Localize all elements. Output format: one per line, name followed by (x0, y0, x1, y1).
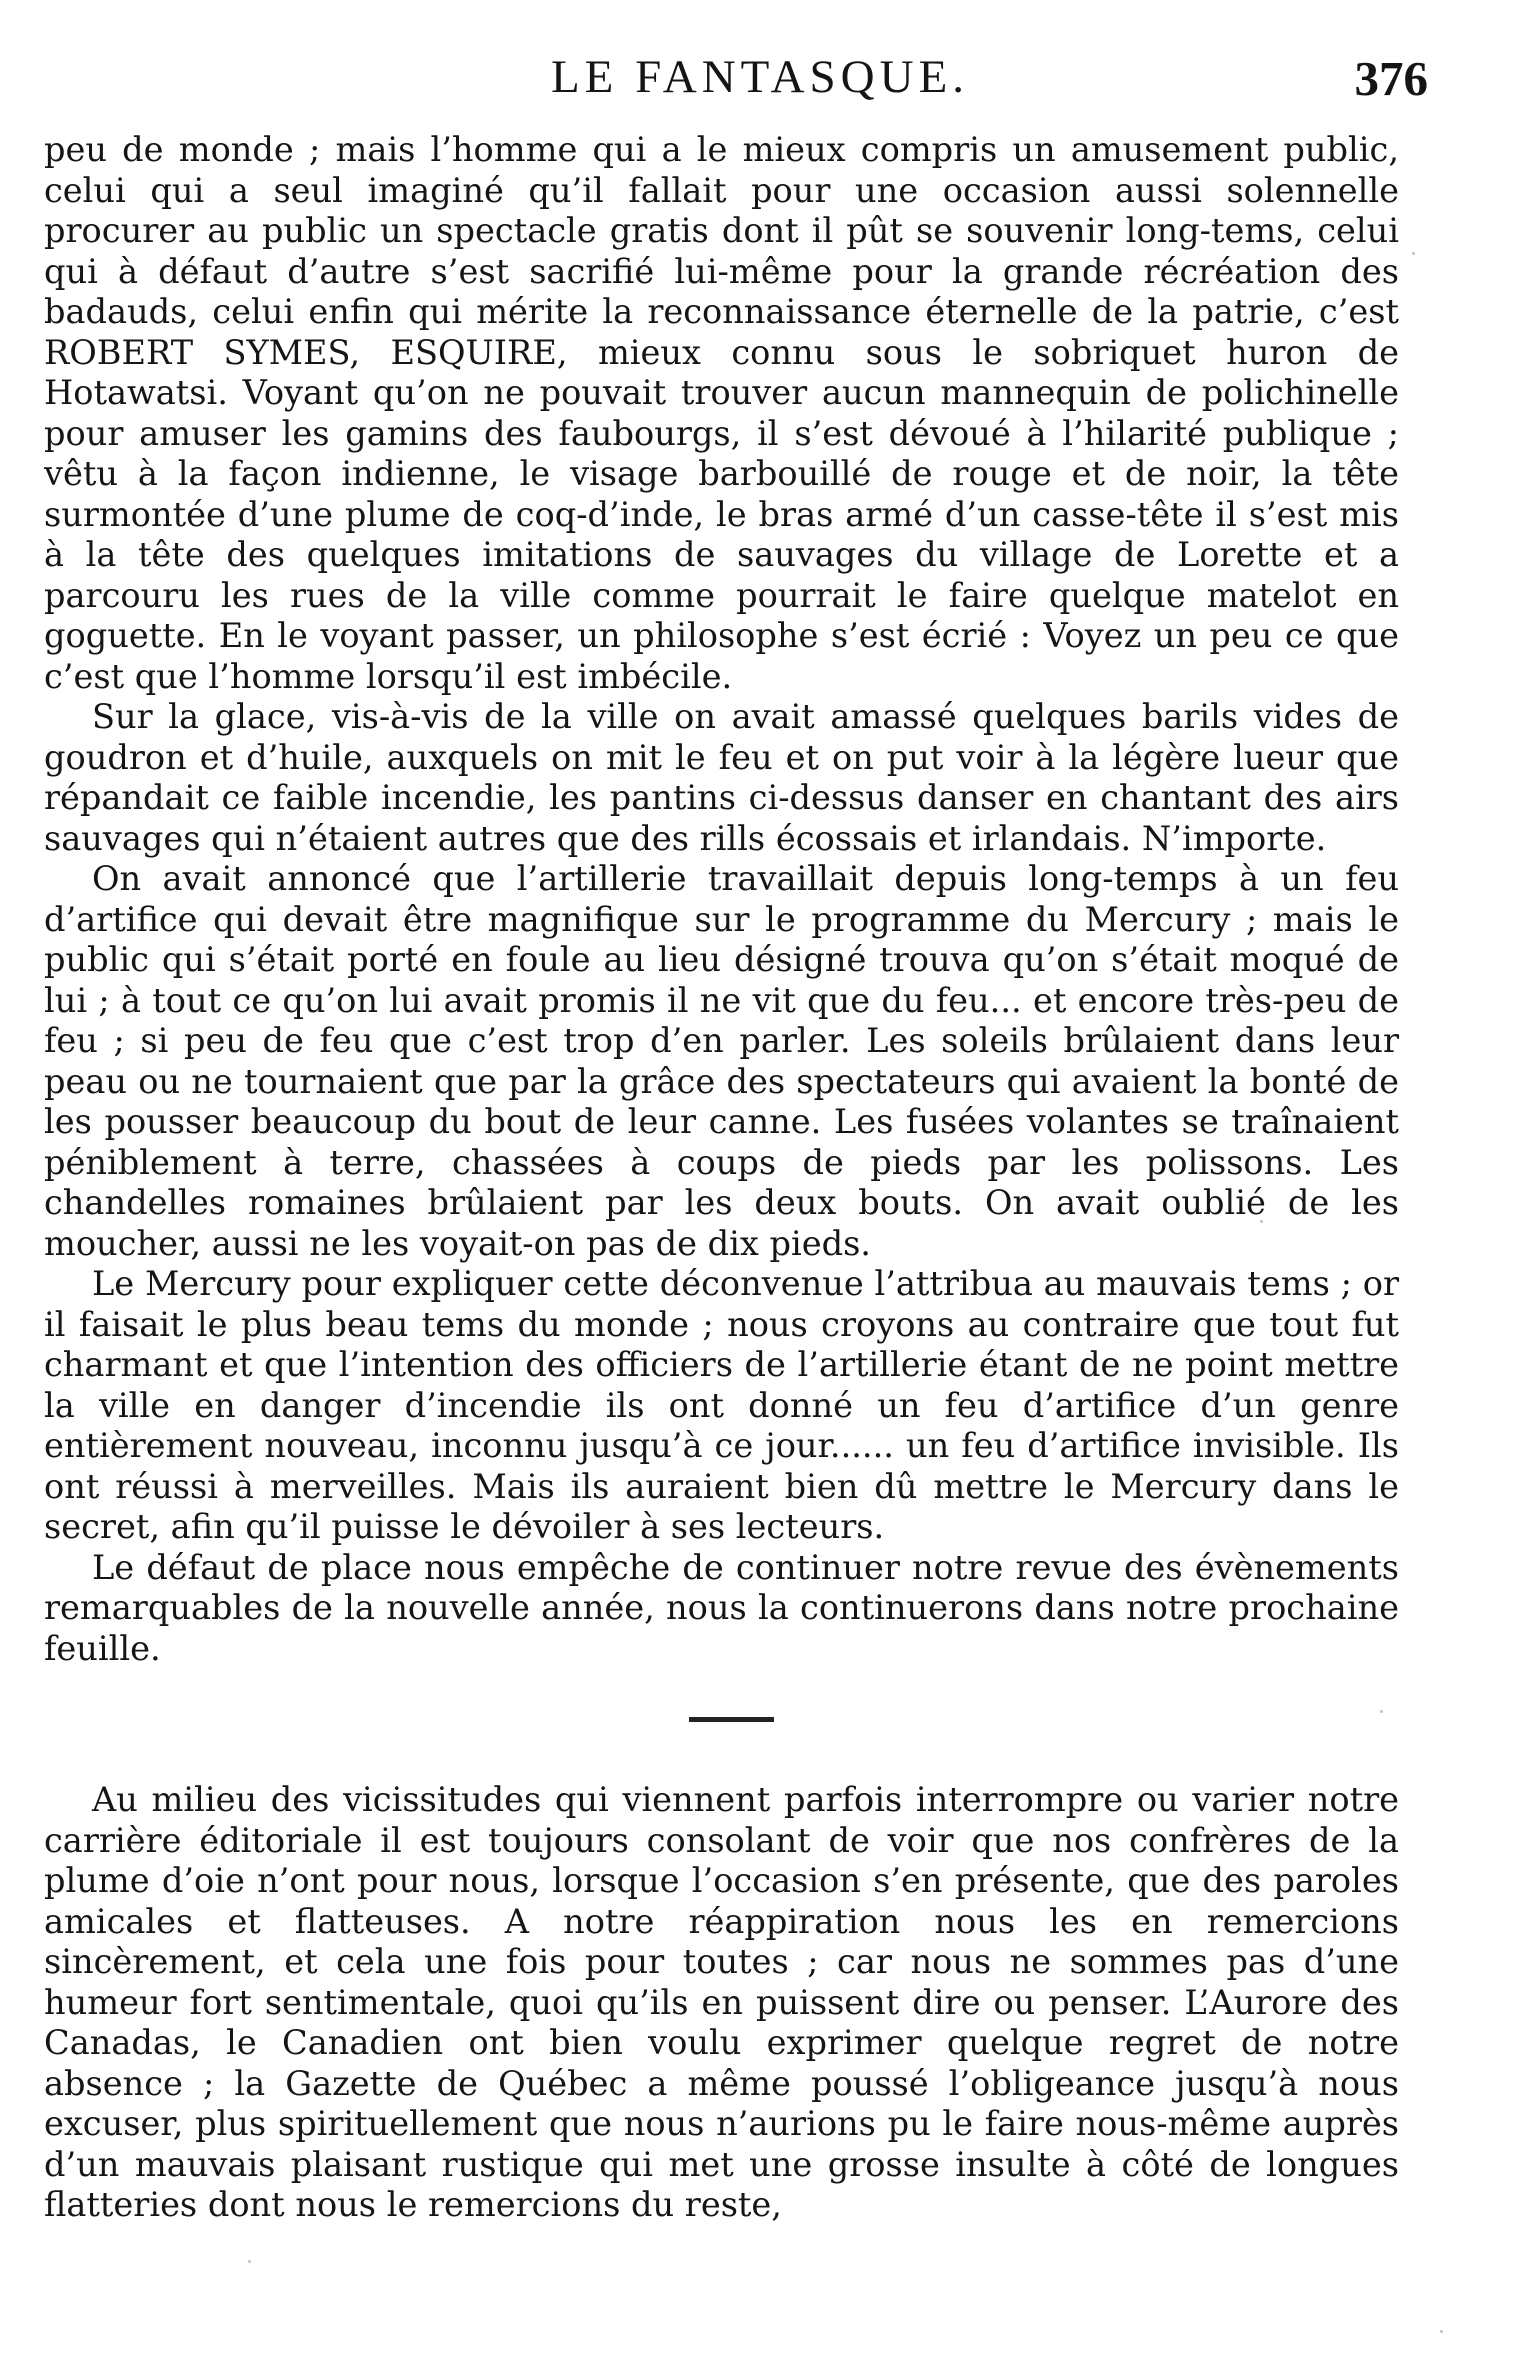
page-number: 376 (1354, 51, 1428, 106)
paragraph: Au milieu des vicissitudes qui viennent parfois interrompre ou varier notre carrière éditoriale il est toujours consolant de voir que nos confrères de la plume d’oie n’ont pour nous, lorsque l’occasion s’en présente, que des paroles amicales et flatteuses. A notre réappiration nous les en remercions sincèrement, et cela une fois pour toutes ; car nous ne sommes pas d’une humeur fort sentimentale, quoi qu’ils en puissent dire ou penser. L’Aurore des Canadas, le Canadien ont bien voulu exprimer quelque regret de notre absence ; la Gazette de Québec a même poussé l’obligeance jusqu’à nous excuser, plus spirituellement que nous n’aurions pu le faire nous-même auprès d’un mauvais plaisant rustique qui met une grosse insulte à côté de longues flatteries dont nous le remercions du reste, (44, 1780, 1399, 2224)
print-speck (1220, 160, 1223, 163)
page-header (80, 40, 1440, 110)
print-speck (1412, 252, 1415, 255)
print-speck (1030, 2165, 1033, 2168)
print-speck (1440, 2330, 1443, 2333)
print-speck (248, 2260, 251, 2263)
paragraph: peu de monde ; mais l’homme qui a le mieux compris un amusement public, celui qui a seul imaginé qu’il fallait pour une occasion aussi solennelle procurer au public un spectacle gratis dont il pût se souvenir long-tems, celui qui à défaut d’autre s’est sacrifié lui-même pour la grande récréation des badauds, celui enfin qui mérite la reconnaissance éternelle de la patrie, c’est ROBERT SYMES, ESQUIRE, mieux connu sous le sobriquet huron de Hotawatsi. Voyant qu’on ne pouvait trouver aucun mannequin de polichinelle pour amuser les gamins des faubourgs, il s’est dévoué à l’hilarité publique ; vêtu à la façon indienne, le visage barbouillé de rouge et de noir, la tête surmontée d’une plume de coq-d’inde, le bras armé d’un casse-tête il s’est mis à la tête des quelques imitations de sauvages du village de Lorette et a parcouru les rues de la ville comme pourrait le faire quelque matelot en goguette. En le voyant passer, un philosophe s’est écrié : Voyez un peu ce que c’est que l’homme lorsqu’il est imbécile. (44, 130, 1399, 696)
paragraph: Le Mercury pour expliquer cette déconvenue l’attribua au mauvais tems ; or il faisait le plus beau tems du monde ; nous croyons au contraire que tout fut charmant et que l’intention des officiers de l’artillerie étant de ne point mettre la ville en danger d’incendie ils ont donné un feu d’artifice d’un genre entièrement nouveau, inconnu jusqu’à ce jour...... un feu d’artifice invisible. Ils ont réussi à merveilles. Mais ils auraient bien dû mettre le Mercury dans le secret, afin qu’il puisse le dévoiler à ses lecteurs. (44, 1264, 1399, 1546)
section-divider (689, 1717, 774, 1722)
paragraph: On avait annoncé que l’artillerie travaillait depuis long-temps à un feu d’artifice qui devait être magnifique sur le programme du Mercury ; mais le public qui s’était porté en foule au lieu désigné trouva qu’on s’était moqué de lui ; à tout ce qu’on lui avait promis il ne vit que du feu... et encore très-peu de feu ; si peu de feu que c’est trop d’en parler. Les soleils brûlaient dans leur peau ou ne tournaient que par la grâce des spectateurs qui avaient la bonté de les pousser beaucoup du bout de leur canne. Les fusées volantes se traînaient péniblement à terre, chassées à coups de pieds par les polissons. Les chandelles romaines brûlaient par les deux bouts. On avait oublié de les moucher, aussi ne les voyait-on pas de dix pieds. (44, 859, 1399, 1263)
article-body (44, 130, 1399, 2226)
paragraph: Le défaut de place nous empêche de continuer notre revue des évènements remarquables de la nouvelle année, nous la continuerons dans notre prochaine feuille. (44, 1547, 1399, 1668)
print-speck (1260, 1220, 1263, 1223)
print-speck (1380, 1710, 1383, 1713)
paragraph: Sur la glace, vis-à-vis de la ville on avait amassé quelques barils vides de goudron et d’huile, auxquels on mit le feu et on put voir à la légère lueur que répandait ce faible incendie, les pantins ci-dessus danser en chantant des airs sauvages qui n’étaient autres que des rills écossais et irlandais. N’importe. (44, 697, 1399, 858)
running-title: LE FANTASQUE. (550, 51, 970, 103)
